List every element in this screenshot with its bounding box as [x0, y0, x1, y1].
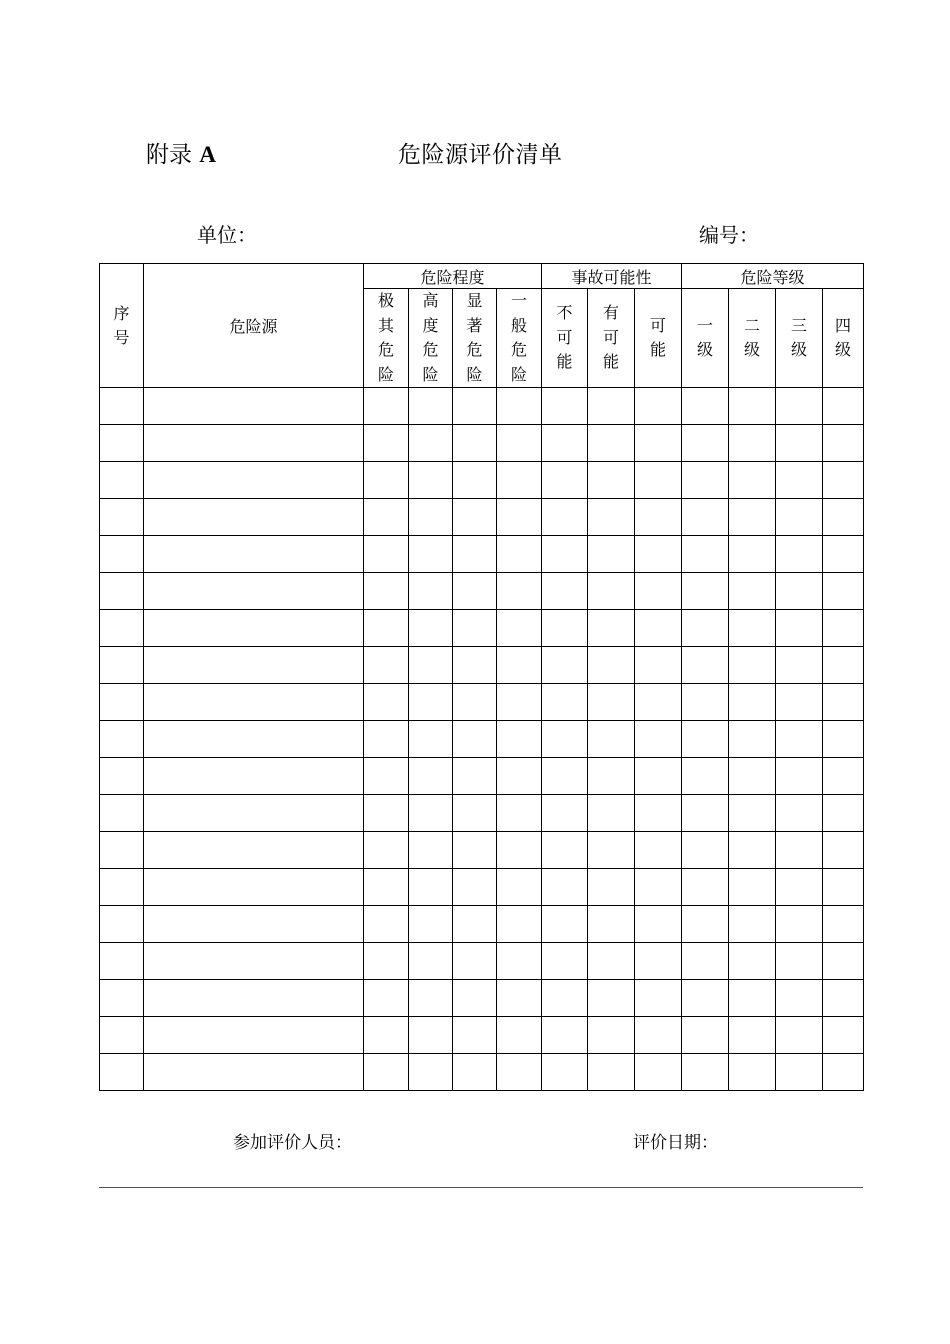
- table-cell[interactable]: [542, 758, 588, 795]
- table-cell[interactable]: [144, 388, 364, 425]
- table-cell[interactable]: [682, 906, 729, 943]
- table-cell[interactable]: [453, 1054, 497, 1091]
- table-cell[interactable]: [409, 647, 453, 684]
- table-cell[interactable]: [776, 499, 823, 536]
- table-cell[interactable]: [776, 684, 823, 721]
- table-cell[interactable]: [729, 795, 776, 832]
- table-cell[interactable]: [453, 462, 497, 499]
- table-cell[interactable]: [823, 1017, 864, 1054]
- table-row: [100, 1017, 864, 1054]
- level-col-header: 四级: [823, 289, 864, 388]
- table-cell[interactable]: [364, 536, 409, 573]
- table-cell[interactable]: [100, 499, 144, 536]
- table-cell[interactable]: [588, 647, 635, 684]
- table-row: [100, 1054, 864, 1091]
- table-cell[interactable]: [409, 832, 453, 869]
- table-row: [100, 832, 864, 869]
- appendix-letter: A: [199, 142, 216, 167]
- table-cell[interactable]: [409, 388, 453, 425]
- table-cell[interactable]: [588, 1054, 635, 1091]
- table-cell[interactable]: [776, 1054, 823, 1091]
- table-cell[interactable]: [823, 388, 864, 425]
- table-cell[interactable]: [100, 462, 144, 499]
- table-cell[interactable]: [542, 1054, 588, 1091]
- table-cell[interactable]: [364, 1017, 409, 1054]
- table-cell[interactable]: [682, 425, 729, 462]
- table-cell[interactable]: [409, 795, 453, 832]
- level-group-header: 危险等级: [682, 264, 864, 289]
- table-cell[interactable]: [729, 1017, 776, 1054]
- table-cell[interactable]: [823, 573, 864, 610]
- table-cell[interactable]: [682, 832, 729, 869]
- table-cell[interactable]: [144, 906, 364, 943]
- table-cell[interactable]: [453, 758, 497, 795]
- table-cell[interactable]: [542, 610, 588, 647]
- table-cell[interactable]: [453, 425, 497, 462]
- table-cell[interactable]: [364, 1054, 409, 1091]
- table-cell[interactable]: [364, 647, 409, 684]
- table-cell[interactable]: [588, 943, 635, 980]
- severity-col-header: 显著危险: [453, 289, 497, 388]
- severity-col-header: 一般危险: [497, 289, 542, 388]
- table-cell[interactable]: [453, 499, 497, 536]
- table-cell[interactable]: [588, 425, 635, 462]
- table-cell[interactable]: [823, 832, 864, 869]
- table-cell[interactable]: [364, 758, 409, 795]
- probability-group-header: 事故可能性: [542, 264, 682, 289]
- seq-header-text: 序号: [113, 303, 130, 347]
- table-cell[interactable]: [729, 758, 776, 795]
- table-cell[interactable]: [453, 943, 497, 980]
- table-cell[interactable]: [729, 462, 776, 499]
- table-cell[interactable]: [588, 758, 635, 795]
- table-cell[interactable]: [823, 610, 864, 647]
- page-title: 危险源评价清单: [398, 142, 563, 168]
- table-cell[interactable]: [776, 943, 823, 980]
- footer-divider: [99, 1187, 863, 1188]
- level-col-header: 三级: [776, 289, 823, 388]
- table-cell[interactable]: [823, 943, 864, 980]
- table-cell[interactable]: [364, 832, 409, 869]
- table-cell[interactable]: [364, 388, 409, 425]
- table-cell[interactable]: [588, 1017, 635, 1054]
- participants-label: 参加评价人员：: [233, 1133, 352, 1153]
- table-cell[interactable]: [823, 647, 864, 684]
- table-row: [100, 795, 864, 832]
- table-cell[interactable]: [497, 1054, 542, 1091]
- number-label: 编号：: [699, 223, 759, 247]
- table-row: [100, 573, 864, 610]
- table-cell[interactable]: [497, 536, 542, 573]
- table-cell[interactable]: [635, 573, 682, 610]
- table-cell[interactable]: [364, 425, 409, 462]
- table-cell[interactable]: [635, 499, 682, 536]
- severity-col-header: 极其危险: [364, 289, 409, 388]
- table-cell[interactable]: [409, 573, 453, 610]
- table-cell[interactable]: [823, 536, 864, 573]
- table-cell[interactable]: [588, 610, 635, 647]
- table-cell[interactable]: [497, 610, 542, 647]
- table-cell[interactable]: [729, 1054, 776, 1091]
- table-row: [100, 684, 864, 721]
- table-cell[interactable]: [776, 795, 823, 832]
- table-cell[interactable]: [144, 684, 364, 721]
- table-cell[interactable]: [823, 869, 864, 906]
- appendix-label: 附录: [146, 142, 192, 168]
- table-cell[interactable]: [635, 943, 682, 980]
- table-cell[interactable]: [682, 869, 729, 906]
- table-cell[interactable]: [100, 869, 144, 906]
- table-row: [100, 499, 864, 536]
- table-cell[interactable]: [497, 943, 542, 980]
- table-cell[interactable]: [144, 721, 364, 758]
- table-cell[interactable]: [497, 906, 542, 943]
- table-cell[interactable]: [823, 980, 864, 1017]
- table-cell[interactable]: [635, 684, 682, 721]
- table-cell[interactable]: [542, 425, 588, 462]
- table-cell[interactable]: [144, 647, 364, 684]
- table-cell[interactable]: [682, 462, 729, 499]
- table-cell[interactable]: [588, 573, 635, 610]
- table-cell[interactable]: [100, 684, 144, 721]
- table-cell[interactable]: [144, 536, 364, 573]
- table-cell[interactable]: [682, 1054, 729, 1091]
- table-cell[interactable]: [542, 647, 588, 684]
- table-cell[interactable]: [682, 795, 729, 832]
- table-cell[interactable]: [542, 684, 588, 721]
- source-header: 危险源: [144, 264, 364, 388]
- table-cell[interactable]: [823, 425, 864, 462]
- table-cell[interactable]: [823, 1054, 864, 1091]
- table-cell[interactable]: [588, 980, 635, 1017]
- table-cell[interactable]: [144, 499, 364, 536]
- table-cell[interactable]: [588, 684, 635, 721]
- table-cell[interactable]: [453, 832, 497, 869]
- table-cell[interactable]: [542, 721, 588, 758]
- table-cell[interactable]: [144, 462, 364, 499]
- table-cell[interactable]: [364, 795, 409, 832]
- table-cell[interactable]: [497, 647, 542, 684]
- table-cell[interactable]: [588, 462, 635, 499]
- level-col-header: 一级: [682, 289, 729, 388]
- table-cell[interactable]: [682, 721, 729, 758]
- table-cell[interactable]: [100, 832, 144, 869]
- table-cell[interactable]: [100, 943, 144, 980]
- table-cell[interactable]: [729, 684, 776, 721]
- table-cell[interactable]: [729, 869, 776, 906]
- table-cell[interactable]: [409, 499, 453, 536]
- table-cell[interactable]: [588, 721, 635, 758]
- table-cell[interactable]: [682, 684, 729, 721]
- table-cell[interactable]: [497, 758, 542, 795]
- table-cell[interactable]: [635, 388, 682, 425]
- table-cell[interactable]: [682, 388, 729, 425]
- table-cell[interactable]: [409, 758, 453, 795]
- table-cell[interactable]: [364, 573, 409, 610]
- table-cell[interactable]: [729, 647, 776, 684]
- table-cell[interactable]: [409, 1017, 453, 1054]
- evaluation-date-label: 评价日期：: [633, 1133, 718, 1153]
- unit-label: 单位：: [197, 223, 257, 247]
- table-cell[interactable]: [144, 980, 364, 1017]
- table-cell[interactable]: [682, 499, 729, 536]
- table-cell[interactable]: [729, 388, 776, 425]
- table-cell[interactable]: [682, 980, 729, 1017]
- table-cell[interactable]: [497, 388, 542, 425]
- table-cell[interactable]: [635, 980, 682, 1017]
- probability-col-header: 不可能: [542, 289, 588, 388]
- table-cell[interactable]: [144, 1017, 364, 1054]
- table-cell[interactable]: [497, 869, 542, 906]
- table-cell[interactable]: [682, 536, 729, 573]
- table-row: [100, 980, 864, 1017]
- table-cell[interactable]: [542, 536, 588, 573]
- table-cell[interactable]: [588, 869, 635, 906]
- table-cell[interactable]: [144, 832, 364, 869]
- table-cell[interactable]: [635, 462, 682, 499]
- table-cell[interactable]: [100, 1054, 144, 1091]
- table-cell[interactable]: [635, 536, 682, 573]
- table-cell[interactable]: [409, 536, 453, 573]
- table-cell[interactable]: [100, 647, 144, 684]
- table-row: [100, 869, 864, 906]
- table-cell[interactable]: [100, 980, 144, 1017]
- table-cell[interactable]: [823, 906, 864, 943]
- table-cell[interactable]: [776, 758, 823, 795]
- severity-col-header: 高度危险: [409, 289, 453, 388]
- table-cell[interactable]: [635, 795, 682, 832]
- table-cell[interactable]: [100, 573, 144, 610]
- table-cell[interactable]: [497, 462, 542, 499]
- table-cell[interactable]: [453, 388, 497, 425]
- table-row: [100, 610, 864, 647]
- table-cell[interactable]: [409, 610, 453, 647]
- table-cell[interactable]: [682, 573, 729, 610]
- table-cell[interactable]: [635, 758, 682, 795]
- table-cell[interactable]: [409, 684, 453, 721]
- table-cell[interactable]: [409, 980, 453, 1017]
- table-cell[interactable]: [409, 1054, 453, 1091]
- appendix-heading: [146, 136, 216, 169]
- table-cell[interactable]: [364, 721, 409, 758]
- probability-col-header: 有可能: [588, 289, 635, 388]
- table-cell[interactable]: [144, 795, 364, 832]
- table-cell[interactable]: [100, 1017, 144, 1054]
- table-cell[interactable]: [144, 758, 364, 795]
- table-cell[interactable]: [635, 610, 682, 647]
- table-cell[interactable]: [364, 906, 409, 943]
- table-cell[interactable]: [100, 758, 144, 795]
- table-cell[interactable]: [144, 1054, 364, 1091]
- level-col-header: 二级: [729, 289, 776, 388]
- table-cell[interactable]: [729, 499, 776, 536]
- table-cell[interactable]: [588, 795, 635, 832]
- table-cell[interactable]: [497, 980, 542, 1017]
- table-cell[interactable]: [409, 943, 453, 980]
- table-cell[interactable]: [635, 647, 682, 684]
- table-cell[interactable]: [588, 499, 635, 536]
- table-cell[interactable]: [729, 610, 776, 647]
- table-cell[interactable]: [144, 610, 364, 647]
- table-cell[interactable]: [364, 610, 409, 647]
- table-cell[interactable]: [682, 758, 729, 795]
- table-cell[interactable]: [542, 832, 588, 869]
- table-row: [100, 943, 864, 980]
- table-cell[interactable]: [823, 462, 864, 499]
- table-cell[interactable]: [453, 869, 497, 906]
- table-cell[interactable]: [364, 684, 409, 721]
- table-cell[interactable]: [453, 536, 497, 573]
- table-cell[interactable]: [144, 869, 364, 906]
- table-cell[interactable]: [453, 647, 497, 684]
- table-cell[interactable]: [100, 906, 144, 943]
- table-cell[interactable]: [542, 462, 588, 499]
- table-cell[interactable]: [100, 795, 144, 832]
- table-cell[interactable]: [635, 869, 682, 906]
- table-cell[interactable]: [409, 462, 453, 499]
- table-cell[interactable]: [364, 980, 409, 1017]
- table-cell[interactable]: [776, 1017, 823, 1054]
- table-cell[interactable]: [364, 943, 409, 980]
- table-cell[interactable]: [453, 610, 497, 647]
- table-cell[interactable]: [542, 906, 588, 943]
- table-cell[interactable]: [453, 684, 497, 721]
- table-cell[interactable]: [409, 869, 453, 906]
- table-cell[interactable]: [497, 499, 542, 536]
- table-cell[interactable]: [542, 573, 588, 610]
- table-cell[interactable]: [588, 832, 635, 869]
- table-cell[interactable]: [729, 980, 776, 1017]
- table-cell[interactable]: [635, 1054, 682, 1091]
- table-cell[interactable]: [588, 388, 635, 425]
- table-cell[interactable]: [776, 906, 823, 943]
- table-cell[interactable]: [729, 943, 776, 980]
- table-cell[interactable]: [635, 1017, 682, 1054]
- table-cell[interactable]: [497, 684, 542, 721]
- table-cell[interactable]: [823, 499, 864, 536]
- table-cell[interactable]: [453, 721, 497, 758]
- table-cell[interactable]: [144, 425, 364, 462]
- table-cell[interactable]: [497, 721, 542, 758]
- table-cell[interactable]: [635, 721, 682, 758]
- table-row: [100, 721, 864, 758]
- table-cell[interactable]: [729, 425, 776, 462]
- table-cell[interactable]: [100, 388, 144, 425]
- table-cell[interactable]: [542, 499, 588, 536]
- table-cell[interactable]: [100, 610, 144, 647]
- table-cell[interactable]: [144, 943, 364, 980]
- table-cell[interactable]: [635, 425, 682, 462]
- table-cell[interactable]: [453, 980, 497, 1017]
- table-cell[interactable]: [409, 721, 453, 758]
- table-cell[interactable]: [453, 906, 497, 943]
- table-row: [100, 647, 864, 684]
- table-cell[interactable]: [542, 388, 588, 425]
- table-cell[interactable]: [729, 721, 776, 758]
- table-cell[interactable]: [542, 943, 588, 980]
- seq-header: [100, 264, 144, 388]
- table-cell[interactable]: [776, 462, 823, 499]
- table-cell[interactable]: [364, 462, 409, 499]
- table-cell[interactable]: [588, 906, 635, 943]
- table-cell[interactable]: [823, 684, 864, 721]
- table-cell[interactable]: [729, 832, 776, 869]
- table-cell[interactable]: [409, 906, 453, 943]
- table-cell[interactable]: [776, 721, 823, 758]
- table-cell[interactable]: [542, 795, 588, 832]
- table-cell[interactable]: [364, 499, 409, 536]
- table-cell[interactable]: [776, 869, 823, 906]
- hazard-evaluation-table: [99, 263, 864, 1091]
- table-cell[interactable]: [682, 1017, 729, 1054]
- table-cell[interactable]: [144, 573, 364, 610]
- table-cell[interactable]: [776, 647, 823, 684]
- table-cell[interactable]: [100, 536, 144, 573]
- table-cell[interactable]: [497, 425, 542, 462]
- table-cell[interactable]: [776, 980, 823, 1017]
- table-cell[interactable]: [453, 573, 497, 610]
- table-cell[interactable]: [682, 943, 729, 980]
- table-cell[interactable]: [776, 425, 823, 462]
- table-cell[interactable]: [497, 832, 542, 869]
- table-cell[interactable]: [497, 573, 542, 610]
- table-cell[interactable]: [729, 573, 776, 610]
- table-cell[interactable]: [453, 795, 497, 832]
- table-cell[interactable]: [776, 832, 823, 869]
- table-cell[interactable]: [823, 721, 864, 758]
- table-cell[interactable]: [588, 536, 635, 573]
- table-cell[interactable]: [776, 573, 823, 610]
- table-cell[interactable]: [729, 906, 776, 943]
- table-cell[interactable]: [100, 721, 144, 758]
- table-cell[interactable]: [635, 832, 682, 869]
- table-cell[interactable]: [364, 869, 409, 906]
- table-row: [100, 388, 864, 425]
- table-row: [100, 425, 864, 462]
- table-cell[interactable]: [542, 869, 588, 906]
- table-cell[interactable]: [497, 1017, 542, 1054]
- table-cell[interactable]: [776, 610, 823, 647]
- table-cell[interactable]: [635, 906, 682, 943]
- table-cell[interactable]: [682, 647, 729, 684]
- table-cell[interactable]: [776, 388, 823, 425]
- probability-col-header: 可能: [635, 289, 682, 388]
- table-cell[interactable]: [497, 795, 542, 832]
- table-cell[interactable]: [542, 1017, 588, 1054]
- table-cell[interactable]: [729, 536, 776, 573]
- table-cell[interactable]: [100, 425, 144, 462]
- table-cell[interactable]: [409, 425, 453, 462]
- table-cell[interactable]: [823, 758, 864, 795]
- table-row: [100, 758, 864, 795]
- table-cell[interactable]: [682, 610, 729, 647]
- table-cell[interactable]: [453, 1017, 497, 1054]
- table-row: [100, 462, 864, 499]
- severity-group-header: 危险程度: [364, 264, 542, 289]
- table-row: [100, 536, 864, 573]
- table-cell[interactable]: [823, 795, 864, 832]
- table-row: [100, 906, 864, 943]
- table-cell[interactable]: [776, 536, 823, 573]
- table-cell[interactable]: [542, 980, 588, 1017]
